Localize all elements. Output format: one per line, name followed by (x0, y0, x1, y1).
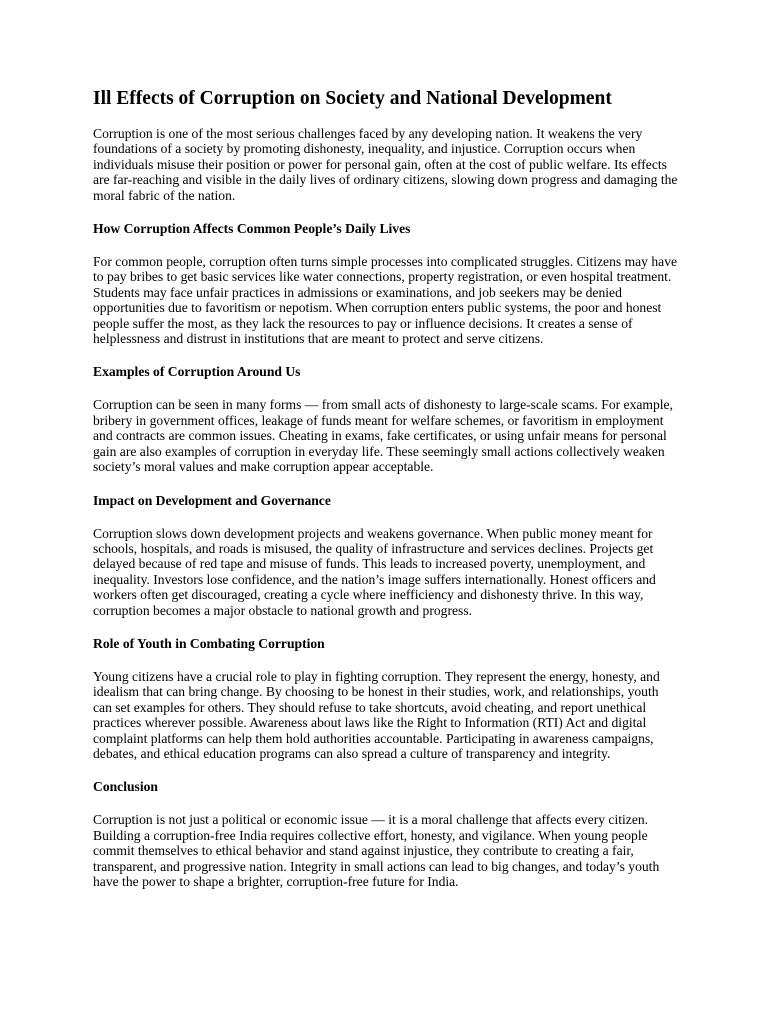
section-body-development: Corruption slows down development projects and weakens governance. When public money meant for schools, hospitals, and roads is misused, the quality of infrastructure and services declines. Projects get delayed because of red tape and misuse of funds. This leads to increased poverty, unemployment, and inequality. Investors lose confidence, and the nation’s image suffers internationally. Honest officers and workers often get discouraged, creating a cycle where inefficiency and dishonesty thrive. In this way, corruption becomes a major obstacle to national growth and progress. (93, 525, 656, 618)
section-heading-examples: Examples of Corruption Around Us (93, 364, 301, 380)
section-body-examples: Corruption can be seen in many forms — from small acts of dishonesty to large-scale scams. For example, bribery in government offices, leakage of funds meant for welfare schemes, or favoritism in employment and contracts are common issues. Cheating in exams, fake certificates, or using unfair means for personal gain are also examples of corruption in everyday life. These seemingly small actions collectively weaken society’s moral values and make corruption appear acceptable. (93, 397, 673, 475)
section-body-daily-lives: For common people, corruption often turns simple processes into complicated struggles. Citizens may have to pay bribes to get basic services like water connections, property registration, or even hospital treatment. Students may face unfair practices in admissions or examinations, and job seekers may be denied opportunities due to favoritism or nepotism. When corruption enters public systems, the poor and honest people suffer the most, as they lack the resources to pay or influence decisions. It creates a sense of helplessness and distrust in institutions that are meant to protect and serve citizens. (93, 254, 678, 347)
section-heading-daily-lives: How Corruption Affects Common People’s Daily Lives (93, 221, 411, 237)
intro-paragraph: Corruption is one of the most serious challenges faced by any developing nation. It weakens the very foundations of a society by promoting dishonesty, inequality, and injustice. Corruption occurs when individuals misuse their position or power for personal gain, often at the cost of public welfare. Its effects are far-reaching and visible in the daily lives of ordinary citizens, slowing down progress and damaging the moral fabric of the nation. (93, 126, 678, 203)
section-heading-conclusion: Conclusion (93, 779, 158, 795)
section-heading-development: Impact on Development and Governance (93, 492, 331, 508)
section-body-youth: Young citizens have a crucial role to play in fighting corruption. They represent the energy, honesty, and idealism that can bring change. By choosing to be honest in their studies, work, and relationships, youth can set examples for others. They should refuse to take shortcuts, avoid cheating, and report unethical practices wherever possible. Awareness about laws like the Right to Information (RTI) Act and digital complaint platforms can help them hold authorities accountable. Participating in awareness campaigns, debates, and ethical education programs can also spread a culture of transparency and integrity. (93, 668, 660, 761)
document-page (93, 86, 679, 889)
section-body-conclusion: Corruption is not just a political or economic issue — it is a moral challenge that affects every citizen. Building a corruption-free India requires collective effort, honesty, and vigilance. When young people commit themselves to ethical behavior and stand against injustice, they contribute to creating a fair, transparent, and progressive nation. Integrity in small actions can lead to big changes, and today’s youth have the power to shape a brighter, corruption-free future for India. (93, 812, 660, 889)
section-heading-youth: Role of Youth in Combating Corruption (93, 635, 325, 651)
document-title: Ill Effects of Corruption on Society and National Development (93, 88, 612, 109)
